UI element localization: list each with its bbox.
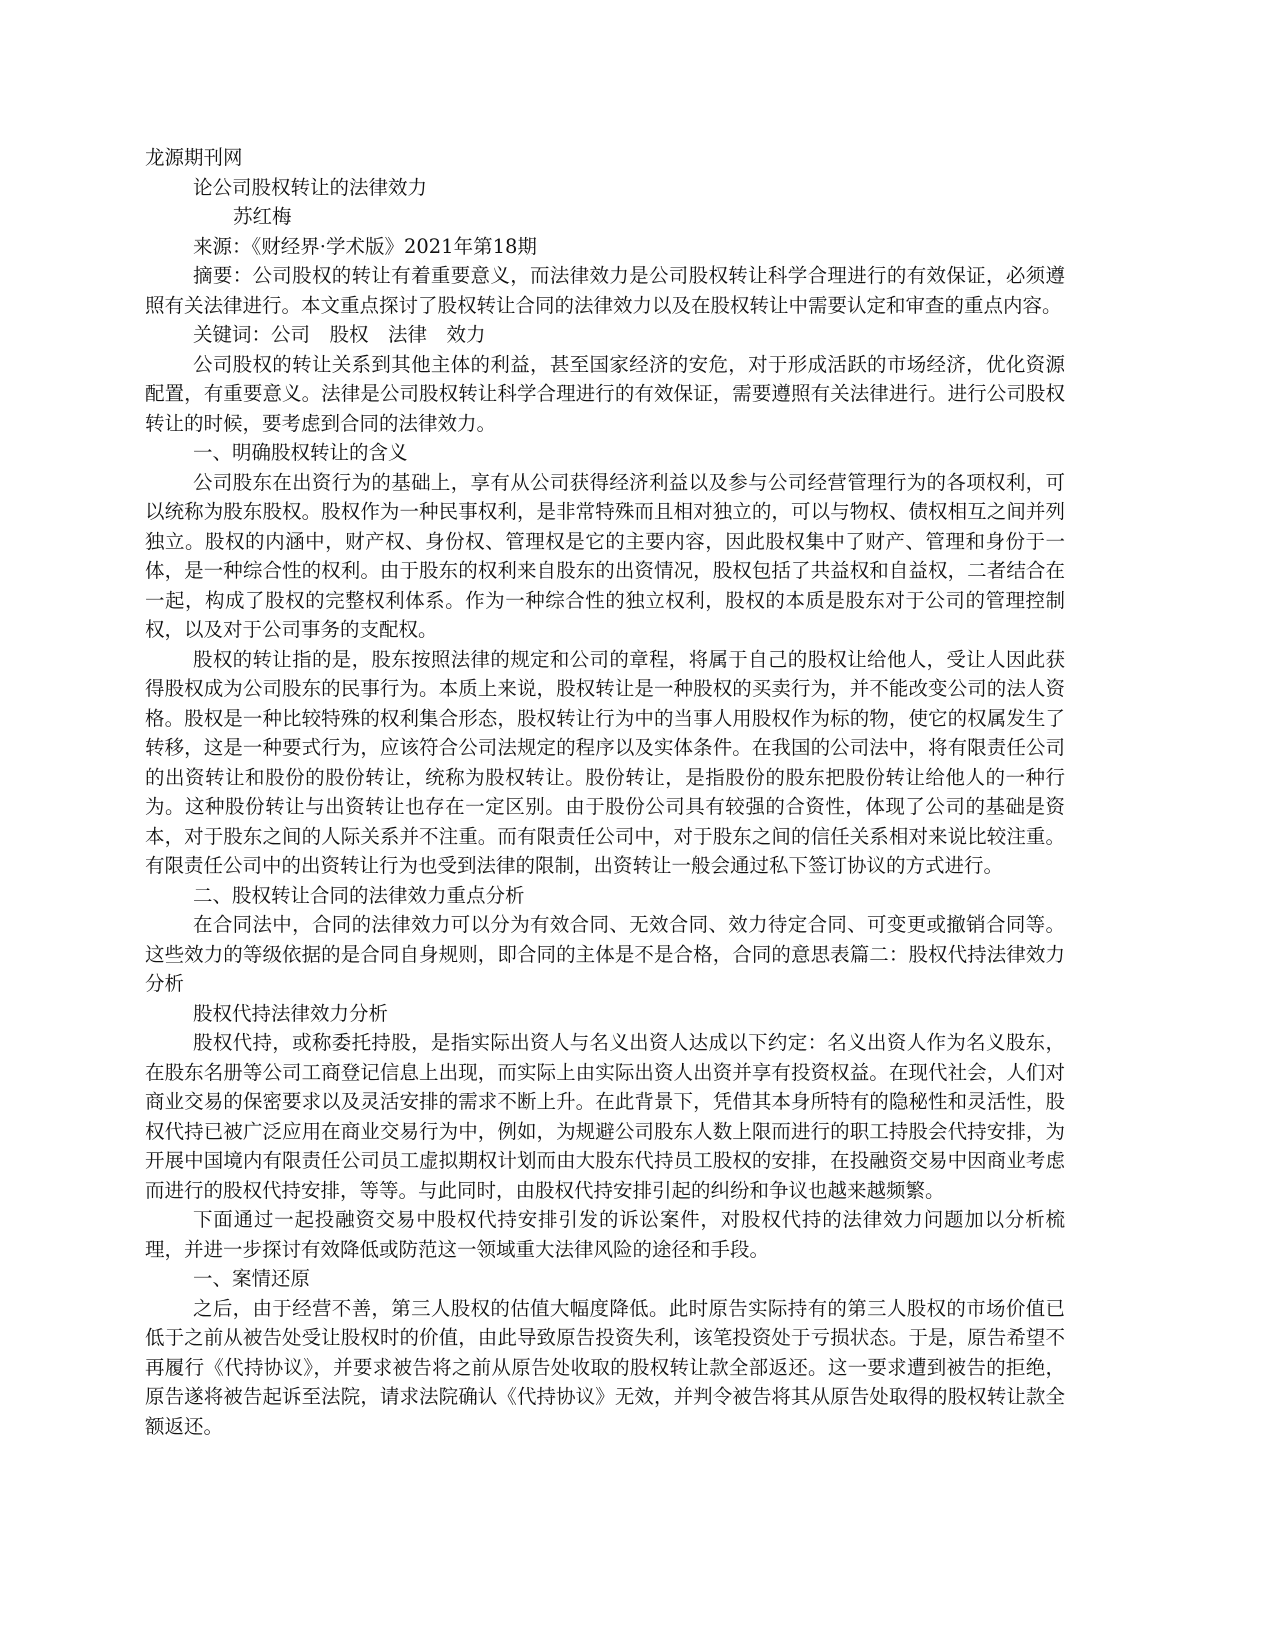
article-author: 苏红梅 [233,205,292,228]
article-title: 论公司股权转让的法律效力 [193,175,428,199]
body-paragraph: 在合同法中，合同的法律效力可以分为有效合同、无效合同、效力待定合同、可变更或撤销合同等。这些效力的等级依据的是合同自身规则，即合同的主体是不是合格，合同的意思表篇二：股权代持法律效力分析 [145,913,1065,995]
article-keywords: 关键词：公司 股权 法律 效力 [193,323,486,346]
body-paragraph: 公司股东在出资行为的基础上，享有从公司获得经济利益以及参与公司经营管理行为的各项权利，可以统称为股东股权。股权作为一种民事权利，是非常特殊而且相对独立的，可以与物权、债权相互之间并列独立。股权的内涵中，财产权、身份权、管理权是它的主要内容，因此股权集中了财产、管理和身份于一体，是一种综合性的权利。由于股东的权利来自股东的出资情况，股权包括了共益权和自益权，二者结合在一起，构成了股权的完整权利体系。作为一种综合性的独立权利，股权的本质是股东对于公司的管理控制权，以及对于公司事务的支配权。 [145,470,1065,641]
article-abstract: 摘要：公司股权的转让有着重要意义，而法律效力是公司股权转让科学合理进行的有效保证，必须遵照有关法律进行。本文重点探讨了股权转让合同的法律效力以及在股权转让中需要认定和审查的重点内容。 [145,264,1065,317]
body-paragraph: 下面通过一起投融资交易中股权代持安排引发的诉讼案件，对股权代持的法律效力问题加以分析梳理，并进一步探讨有效降低或防范这一领域重大法律风险的途径和手段。 [145,1208,1065,1261]
article-source: 来源：《财经界·学术版》2021年第18期 [193,234,537,258]
section-heading: 二、股权转让合同的法律效力重点分析 [193,883,525,907]
section-heading: 一、案情还原 [193,1267,311,1290]
body-paragraph: 公司股权的转让关系到其他主体的利益，甚至国家经济的安危，对于形成活跃的市场经济，优化资源配置，有重要意义。法律是公司股权转让科学合理进行的有效保证，需要遵照有关法律进行。进行公司股权转让的时候，要考虑到合同的法律效力。 [145,352,1065,435]
section-heading: 一、明确股权转让的含义 [193,441,408,464]
site-name: 龙源期刊网 [145,146,243,169]
section-heading: 股权代持法律效力分析 [193,1001,389,1025]
body-paragraph: 股权的转让指的是，股东按照法律的规定和公司的章程，将属于自己的股权让给他人，受让人因此获得股权成为公司股东的民事行为。本质上来说，股权转让是一种股权的买卖行为，并不能改变公司的法人资格。股权是一种比较特殊的权利集合形态，股权转让行为中的当事人用股权作为标的物，使它的权属发生了转移，这是一种要式行为，应该符合公司法规定的程序以及实体条件。在我国的公司法中，将有限责任公司的出资转让和股份的股份转让，统称为股权转让。股份转让，是指股份的股东把股份转让给他人的一种行为。这种股份转让与出资转让也存在一定区别。由于股份公司具有较强的合资性，体现了公司的基础是资本，对于股东之间的人际关系并不注重。而有限责任公司中，对于股东之间的信任关系相对来说比较注重。有限责任公司中的出资转让行为也受到法律的限制，出资转让一般会通过私下签订协议的方式进行。 [145,647,1065,877]
body-paragraph: 之后，由于经营不善，第三人股权的估值大幅度降低。此时原告实际持有的第三人股权的市场价值已低于之前从被告处受让股权时的价值，由此导致原告投资失利，该笔投资处于亏损状态。于是，原告希望不再履行《代持协议》，并要求被告将之前从原告处收取的股权转让款全部返还。这一要求遭到被告的拒绝，原告遂将被告起诉至法院，请求法院确认《代持协议》无效，并判令被告将其从原告处取得的股权转让款全额返还。 [145,1296,1065,1438]
body-paragraph: 股权代持，或称委托持股，是指实际出资人与名义出资人达成以下约定：名义出资人作为名义股东，在股东名册等公司工商登记信息上出现，而实际上由实际出资人出资并享有投资权益。在现代社会，人们对商业交易的保密要求以及灵活安排的需求不断上升。在此背景下，凭借其本身所特有的隐秘性和灵活性，股权代持已被广泛应用在商业交易行为中，例如，为规避公司股东人数上限而进行的职工持股会代持安排，为开展中国境内有限责任公司员工虚拟期权计划而由大股东代持员工股权的安排，在投融资交易中因商业考虑而进行的股权代持安排，等等。与此同时，由股权代持安排引起的纠纷和争议也越来越频繁。 [145,1031,1065,1202]
document-page [145,143,1065,1441]
